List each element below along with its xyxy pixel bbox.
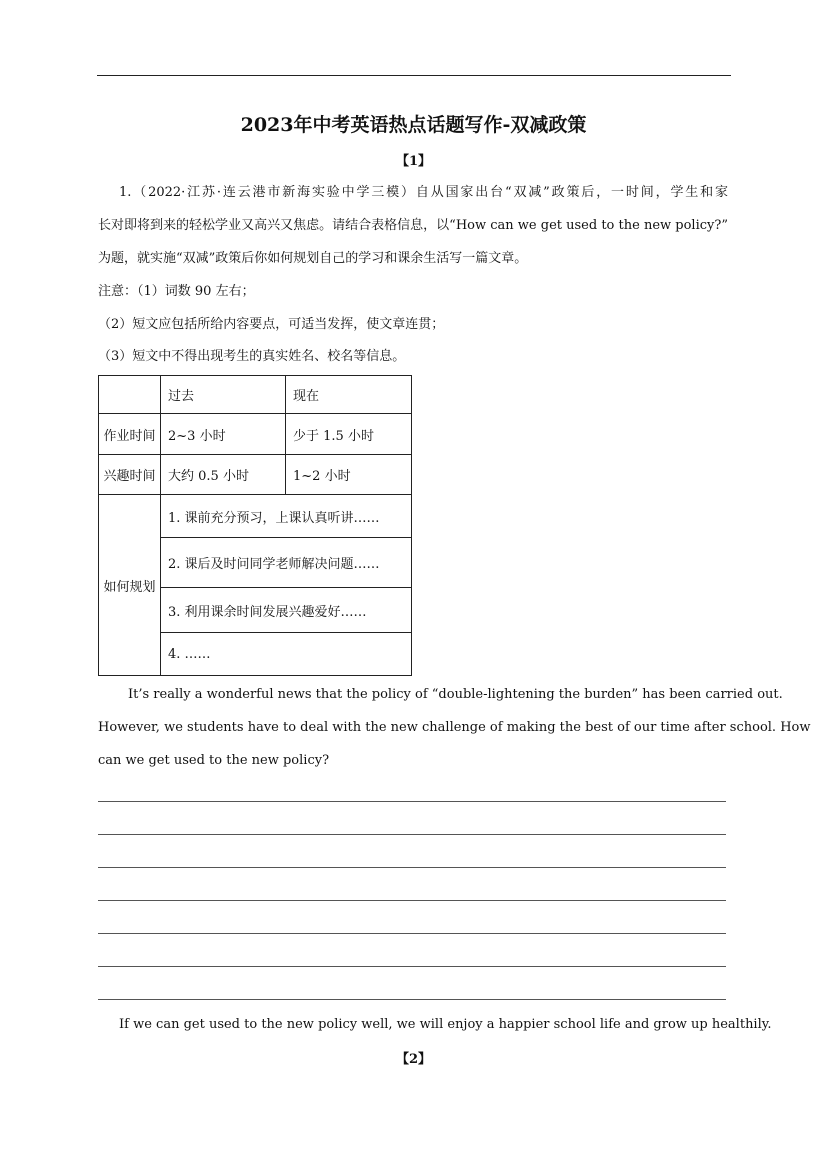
writing-line: [98, 867, 726, 868]
row-label: 兴趣时间: [99, 455, 161, 495]
passage-ending: If we can get used to the new policy well, we will enjoy a happier school life and grow up healthily.: [119, 1017, 772, 1032]
passage-line-2: However, we students have to deal with the new challenge of making the best of our time after school. How: [98, 720, 811, 735]
row-label: 作业时间: [99, 414, 161, 455]
writing-line: [98, 999, 726, 1000]
plan-label: 如何规划: [99, 495, 161, 676]
writing-line: [98, 966, 726, 967]
question-line-3: 为题，就实施“双减”政策后你如何规划自己的学习和课余生活写一篇文章。: [98, 251, 528, 266]
table-row: [99, 414, 412, 455]
table-row: [99, 455, 412, 495]
table-header-past: 过去: [161, 376, 286, 414]
table-header-empty: [99, 376, 161, 414]
plan-row: [99, 495, 412, 538]
table-header-row: [99, 376, 412, 414]
past-value: 大约 0.5 小时: [161, 455, 286, 495]
question-line-2: 长对即将到来的轻松学业又高兴又焦虑。请结合表格信息，以“How can we get used to the new policy?”: [98, 218, 728, 233]
section-marker-1: 【1】: [395, 154, 432, 169]
now-value: 1~2 小时: [286, 455, 412, 495]
writing-line: [98, 900, 726, 901]
page-title: 2023年中考英语热点话题写作-双减政策: [240, 114, 587, 136]
question-line-1: 1.（2022·江苏·连云港市新海实验中学三模）自从国家出台“双减”政策后，一时间，学生和家: [119, 185, 728, 200]
plan-item: 1. 课前充分预习，上课认真听讲……: [161, 495, 412, 538]
past-value: 2~3 小时: [161, 414, 286, 455]
writing-line: [98, 834, 726, 835]
note-3: （3）短文中不得出现考生的真实姓名、校名等信息。: [98, 349, 406, 364]
writing-line: [98, 933, 726, 934]
now-value: 少于 1.5 小时: [286, 414, 412, 455]
header-rule: [97, 75, 731, 76]
section-marker-2: 【2】: [395, 1052, 432, 1067]
plan-item: 2. 课后及时问同学老师解决问题……: [161, 538, 412, 588]
note-2: （2）短文应包括所给内容要点，可适当发挥，使文章连贯；: [98, 317, 445, 332]
writing-line: [98, 801, 726, 802]
note-1: 注意：（1）词数 90 左右；: [98, 284, 255, 299]
plan-item: 4. ……: [161, 633, 412, 676]
plan-item: 3. 利用课余时间发展兴趣爱好……: [161, 588, 412, 633]
table-header-now: 现在: [286, 376, 412, 414]
passage-line-1: It’s really a wonderful news that the policy of “double-lightening the burden” has been carried out.: [128, 687, 783, 702]
passage-line-3: can we get used to the new policy?: [98, 753, 330, 768]
info-table: [98, 375, 412, 676]
